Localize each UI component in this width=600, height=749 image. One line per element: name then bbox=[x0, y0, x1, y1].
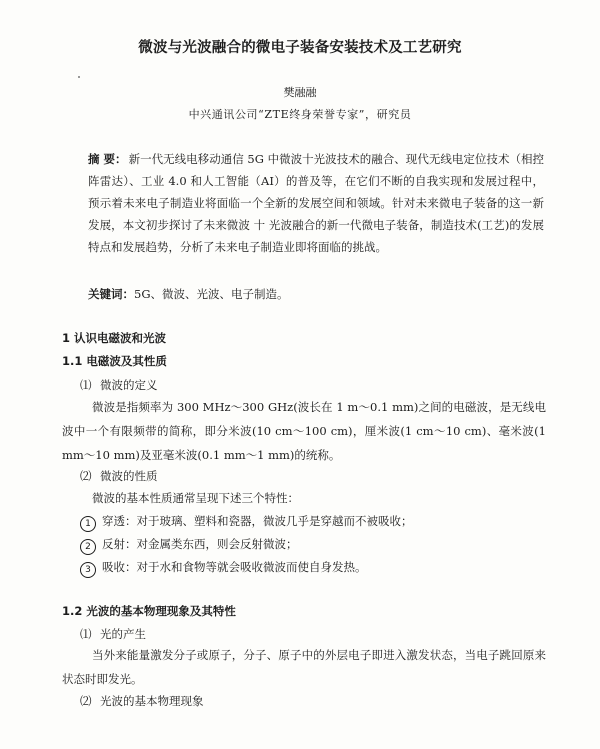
property-text: 吸收：对于水和食物等就会吸收微波而使自身发热。 bbox=[102, 560, 367, 574]
list-item-heading bbox=[80, 468, 158, 484]
item-label: 微波的定义 bbox=[100, 378, 158, 392]
item-number: ⑵ bbox=[80, 469, 92, 483]
item-label: 光波的基本物理现象 bbox=[100, 694, 204, 708]
item-number: ⑴ bbox=[80, 378, 92, 392]
property-item bbox=[80, 559, 367, 578]
property-text: 反射：对金属类东西，则会反射微波； bbox=[102, 537, 298, 551]
circled-number: 1 bbox=[80, 516, 96, 532]
abstract-label: 摘 要： bbox=[88, 152, 127, 166]
keywords bbox=[88, 286, 544, 302]
scan-speck bbox=[78, 76, 80, 78]
paragraph bbox=[62, 395, 546, 467]
author-name: 樊融融 bbox=[283, 86, 317, 99]
section-heading: 1 认识电磁波和光波 bbox=[62, 331, 167, 345]
list-item-heading bbox=[80, 377, 158, 393]
keywords-label: 关键词： bbox=[88, 287, 134, 301]
circled-number: 3 bbox=[80, 562, 96, 578]
item-label: 微波的性质 bbox=[100, 469, 158, 483]
author-affiliation: 中兴通讯公司“ZTE终身荣誉专家”，研究员 bbox=[188, 108, 412, 121]
circled-number: 2 bbox=[80, 539, 96, 555]
paragraph-text: 微波是指频率为 300 MHz～300 GHz(波长在 1 m～0.1 mm)之间的电磁波，是无线电波中一个有限频带的简称，即分米波(10 cm～100 cm)，厘米波(1 cm～10 cm)、毫米波(1 mm～10 mm)及亚毫米波(0.1 mm～1 mm)的统称。 bbox=[62, 400, 546, 462]
item-number: ⑵ bbox=[80, 694, 92, 708]
subsection-heading: 1.2 光波的基本物理现象及其特性 bbox=[62, 604, 236, 618]
property-item bbox=[80, 513, 413, 532]
item-number: ⑴ bbox=[80, 627, 92, 641]
subsection-heading: 1.1 电磁波及其性质 bbox=[62, 354, 167, 368]
abstract bbox=[88, 148, 544, 258]
keywords-text: 5G、微波、光波、电子制造。 bbox=[134, 287, 289, 301]
paper-title: 微波与光波融合的微电子装备安装技术及工艺研究 bbox=[138, 40, 462, 56]
item-label: 光的产生 bbox=[100, 627, 146, 641]
property-text: 穿透：对于玻璃、塑料和瓷器，微波几乎是穿越而不被吸收； bbox=[102, 514, 413, 528]
property-item bbox=[80, 536, 298, 555]
paragraph bbox=[62, 643, 546, 691]
abstract-text: 新一代无线电移动通信 5G 中微波十光波技术的融合、现代无线电定位技术（相控阵雷达）、工业 4.0 和人工智能（AI）的普及等，在它们不断的自我实现和发展过程中，预示着未来电子制造业将面临一个全新的发展空间和领域。针对未来微电子装备的这一新发展，本文初步探讨了未来微波 十 光波融合的新一代微电子装备，制造技术(工艺)的发展特点和发展趋势，分析了未来电子制造业即将面临的挑战。 bbox=[88, 152, 544, 254]
paragraph-text: 微波的基本性质通常呈现下述三个特性： bbox=[92, 491, 299, 505]
paragraph-text: 当外来能量激发分子或原子，分子、原子中的外层电子即进入激发状态，当电子跳回原来状态时即发光。 bbox=[62, 648, 546, 686]
list-item-heading bbox=[80, 693, 204, 709]
list-item-heading bbox=[80, 626, 146, 642]
